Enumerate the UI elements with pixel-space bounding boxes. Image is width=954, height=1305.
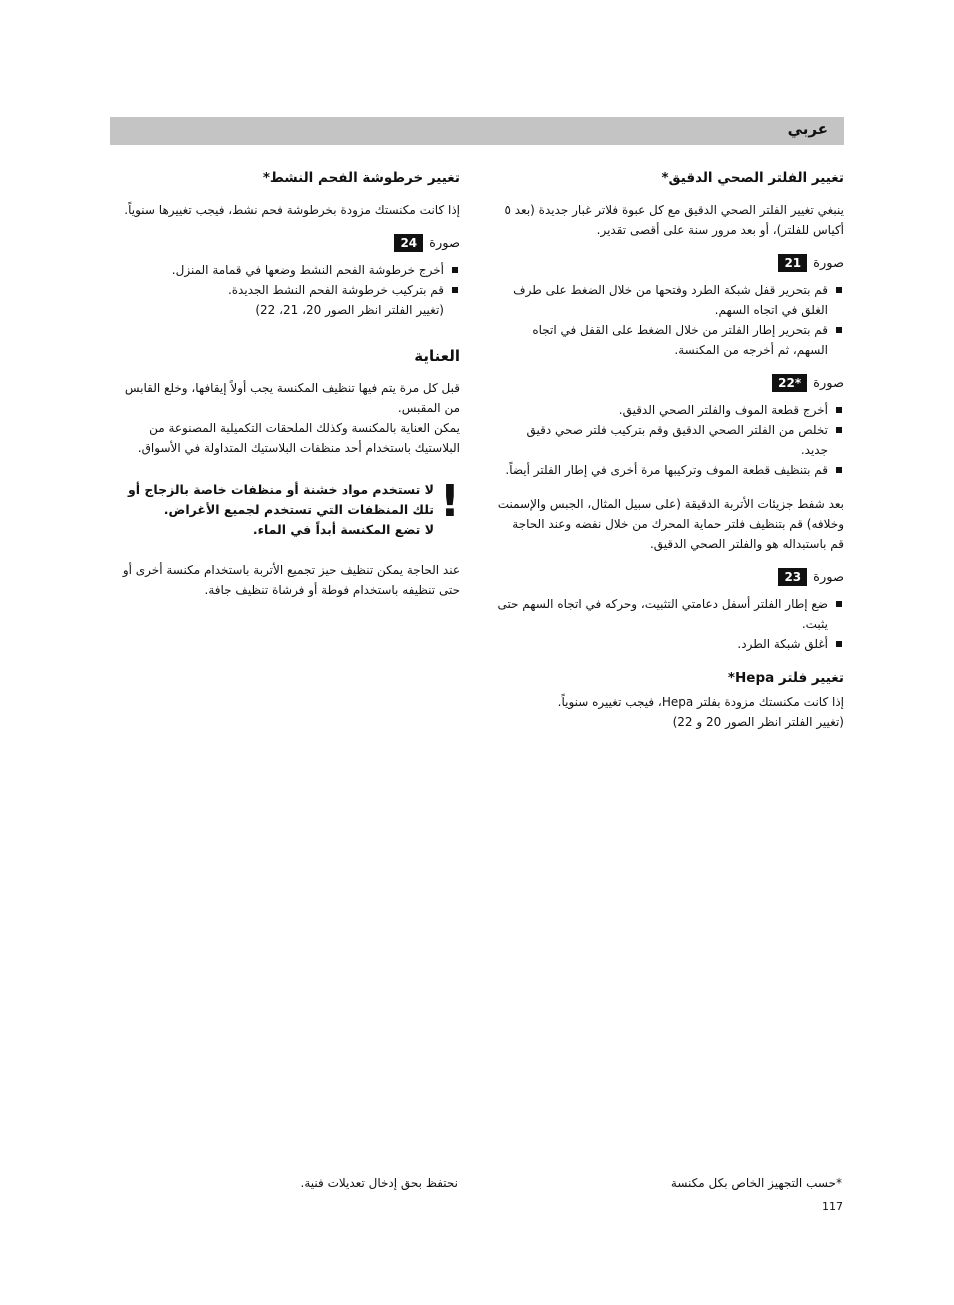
figure-ref-22	[496, 374, 844, 392]
warning-icon: !	[439, 476, 460, 527]
figure-number: 23	[778, 568, 807, 586]
steps-list	[496, 280, 844, 360]
warning-box	[112, 476, 460, 540]
section-body-hygiene-filter: ينبغي تغيير الفلتر الصحي الدقيق مع كل عبوة فلاتر غبار جديدة (بعد ٥ أكياس للفلتر)، أو بعد مرور سنة على أقصى تقدير.	[504, 203, 844, 237]
section-title-care: العناية	[414, 347, 460, 365]
section-body-hepa: إذا كانت مكنستك مزودة بفلتر Hepa، فيجب تغييره سنوياً.	[557, 695, 844, 709]
figure-number: 21	[778, 254, 807, 272]
section-title-hygiene-filter: تغيير الفلتر الصحي الدقيق*	[661, 170, 844, 186]
list-item: أخرج خرطوشة الفحم النشط وضعها في قمامة المنزل.	[112, 260, 460, 280]
list-item: أغلق شبكة الطرد.	[496, 634, 844, 654]
figure-number: 22*	[772, 374, 807, 392]
section-ref-hepa: (تغيير الفلتر انظر الصور 20 و 22)	[672, 715, 844, 729]
warning-line: لا تستخدم مواد خشنة أو منظفات خاصة بالزجاج أو تلك المنظفات التي تستخدم لجميع الأغراض.	[127, 482, 434, 517]
section-body-dust-chamber: عند الحاجة يمكن تنظيف حيز تجميع الأتربة باستخدام مكنسة أخرى أو حتى تنظيفه باستخدام فوطة أو فرشاة تنظيف جافة.	[122, 563, 460, 597]
figure-ref-21	[496, 254, 844, 272]
section-body-care-2: يمكن العناية بالمكنسة وكذلك الملحقات التكميلية المصنوعة من البلاستيك باستخدام أحد منظفات البلاستيك المتداولة في الأسواق.	[137, 421, 460, 455]
figure-label: صورة	[813, 255, 844, 271]
figure-ref-24	[112, 234, 460, 252]
section-body-carbon: إذا كانت مكنستك مزودة بخرطوشة فحم نشط، فيجب تغييرها سنوياً.	[124, 203, 460, 217]
right-column	[496, 168, 844, 732]
section-body-care: قبل كل مرة يتم فيها تنظيف المكنسة يجب أولاً إيقافها، وخلع القابس من المقبس.	[124, 381, 460, 415]
steps-list	[112, 260, 460, 300]
figure-label: صورة	[429, 235, 460, 251]
list-item: قم بتحرير إطار الفلتر من خلال الضغط على القفل في اتجاه السهم، ثم أخرجه من المكنسة.	[496, 320, 844, 360]
list-item: أخرج قطعة الموف والفلتر الصحي الدقيق.	[496, 400, 844, 420]
language-title: عربي	[787, 120, 828, 138]
list-item: قم بتحرير قفل شبكة الطرد وفتحها من خلال الضغط على طرف الغلق في اتجاه السهم.	[496, 280, 844, 320]
footer-rights-note: نحتفظ بحق إدخال تعديلات فنية.	[300, 1176, 458, 1190]
steps-list	[496, 400, 844, 480]
section-title-carbon: تغيير خرطوشة الفحم النشط*	[262, 170, 460, 186]
list-item: ضع إطار الفلتر أسفل دعامتي التثبيت، وحركه في اتجاه السهم حتى يثبت.	[496, 594, 844, 634]
figure-label: صورة	[813, 569, 844, 585]
section-title-hepa: تغيير فلتر Hepa*	[727, 670, 844, 686]
list-item: قم بتركيب خرطوشة الفحم النشط الجديدة.	[112, 280, 460, 300]
warning-text	[112, 480, 434, 540]
language-header-bar	[110, 117, 844, 145]
list-item: قم بتنظيف قطعة الموف وتركيبها مرة أخرى في إطار الفلتر أيضاً.	[496, 460, 844, 480]
note-motor-filter: بعد شفط جزيئات الأتربة الدقيقة (على سبيل المثال، الجبس والإسمنت وخلافه) قم بتنظيف فلتر حماية المحرك من خلال نفضه وعند الحاجة قم باستبداله هو والفلتر الصحي الدقيق.	[497, 497, 844, 551]
list-item: تخلص من الفلتر الصحي الدقيق وقم بتركيب فلتر صحي دقيق جديد.	[496, 420, 844, 460]
left-column	[112, 168, 460, 600]
warning-line: لا تضع المكنسة أبداً في الماء.	[252, 522, 434, 537]
figure-number: 24	[394, 234, 423, 252]
footnote: *حسب التجهيز الخاص بكل مكنسة	[670, 1176, 842, 1190]
figure-label: صورة	[813, 375, 844, 391]
steps-list	[496, 594, 844, 654]
page-number: 117	[822, 1200, 843, 1213]
figure-ref-23	[496, 568, 844, 586]
section-ref-carbon: (تغيير الفلتر انظر الصور 20، 21، 22)	[255, 303, 444, 317]
